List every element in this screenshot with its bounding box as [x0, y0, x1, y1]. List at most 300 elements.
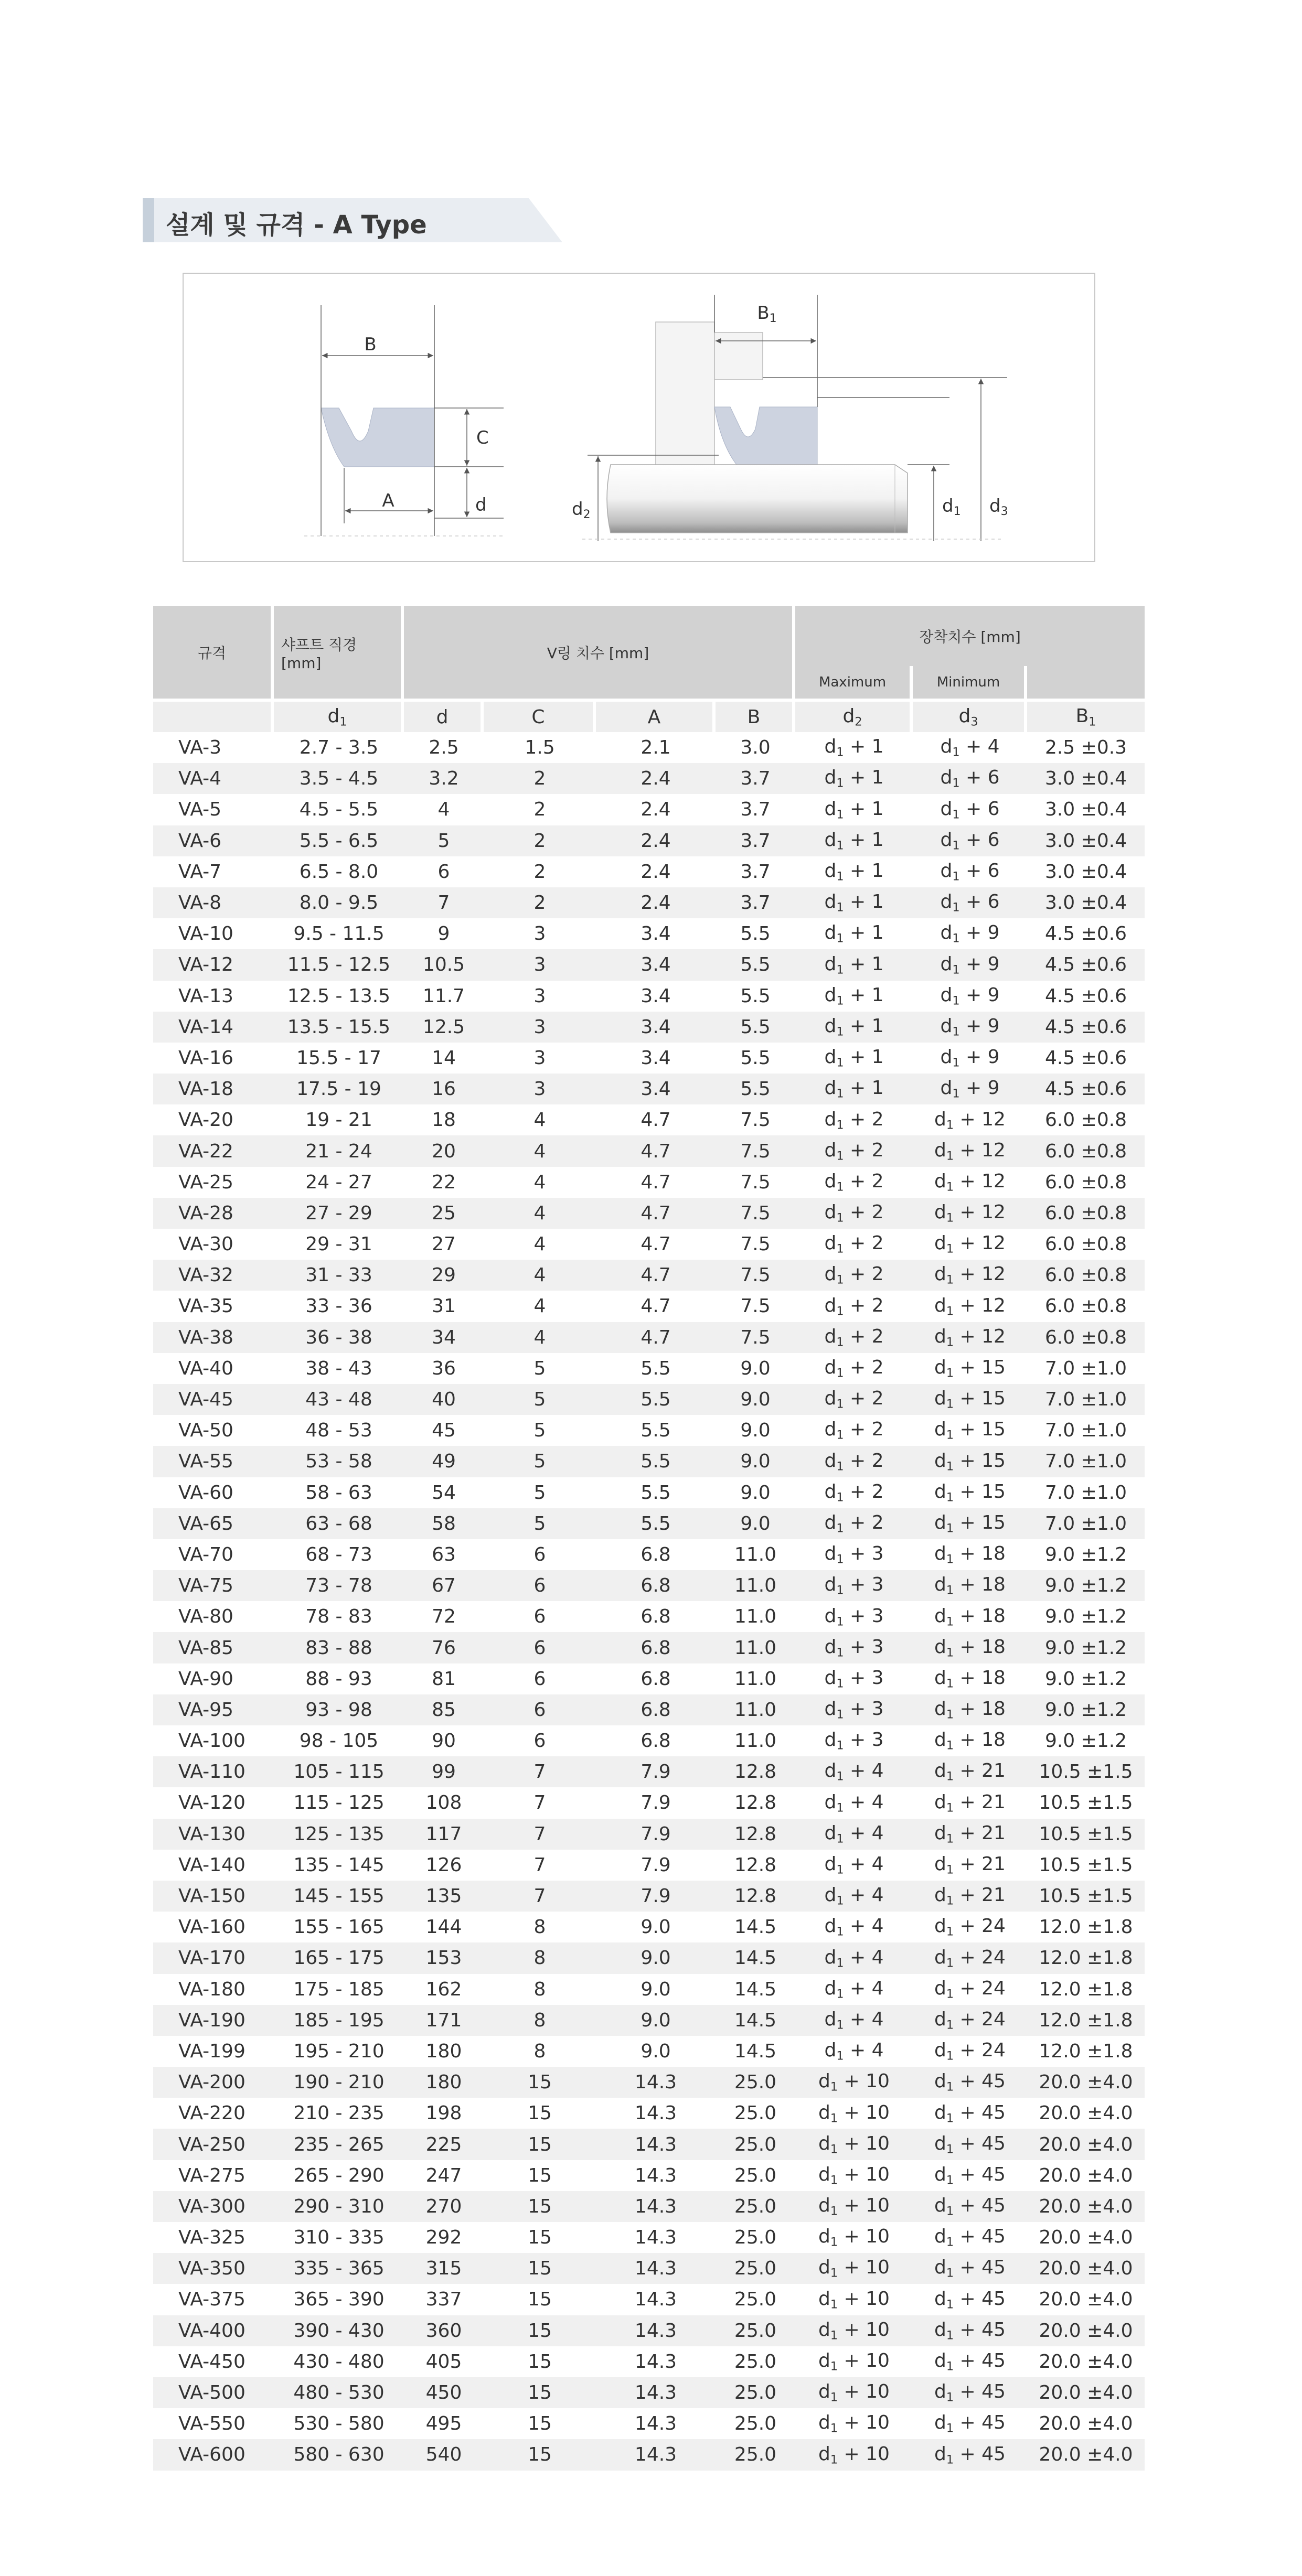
subheader-0: $d_1$	[274, 699, 404, 732]
table-cell: $d_1 + 4$	[824, 2040, 884, 2063]
table-cell: 76	[404, 1632, 484, 1663]
table-cell: 165 - 175	[274, 1942, 404, 1973]
table-cell: $d_1 + 15$	[913, 1508, 1027, 1539]
table-row	[153, 1446, 1145, 1477]
table-cell: 24 - 27	[305, 1171, 372, 1193]
table-row	[153, 1104, 1145, 1135]
table-cell: $d_1 + 2$	[824, 1232, 884, 1256]
table-cell: 14.5	[716, 2005, 795, 2036]
table-cell: VA-32	[153, 1260, 274, 1291]
table-cell: $d_1 + 9$	[913, 949, 1027, 980]
table-cell: 9.0	[596, 2005, 716, 2036]
table-cell: 3.4	[641, 1047, 671, 1069]
table-cell: 2.1	[641, 737, 671, 759]
header-code: 규격	[153, 606, 274, 699]
table-cell: $d_1 + 21$	[913, 1819, 1027, 1850]
table-cell: 495	[425, 2413, 462, 2435]
table-cell: 20.0 ±4.0	[1027, 2315, 1145, 2346]
table-row	[153, 2253, 1145, 2284]
table-cell: 3	[484, 1074, 596, 1104]
table-cell: $d_1 + 2$	[795, 1260, 913, 1291]
table-cell: 15	[484, 2253, 596, 2284]
table-cell: $d_1 + 6$	[940, 860, 1000, 884]
subheader-5: $d_2$	[795, 699, 913, 732]
table-cell: VA-300	[153, 2191, 274, 2222]
table-cell: 5.5	[740, 1047, 771, 1069]
table-cell: VA-65	[153, 1508, 274, 1539]
table-row	[153, 1756, 1145, 1787]
table-cell: $d_1 + 12$	[934, 1170, 1006, 1194]
table-cell: 190 - 210	[274, 2067, 404, 2098]
table-row	[153, 949, 1145, 980]
table-row	[153, 1322, 1145, 1353]
table-cell: 162	[425, 1978, 462, 2000]
table-cell: 4.7	[641, 1171, 671, 1193]
table-cell: VA-200	[153, 2067, 274, 2098]
table-cell: $d_1 + 10$	[795, 2129, 913, 2160]
page-title: 설계 및 규격 - A Type	[166, 210, 427, 240]
table-cell: $d_1 + 45$	[913, 2129, 1027, 2160]
table-cell: 5	[404, 825, 484, 856]
table-cell: 3.2	[404, 763, 484, 794]
table-cell: VA-220	[178, 2102, 246, 2124]
table-cell: 6.0 ±0.8	[1027, 1198, 1145, 1229]
table-row	[153, 1725, 1145, 1756]
table-cell: $d_1 + 10$	[795, 2191, 913, 2222]
table-cell: 7.9	[596, 1881, 716, 1912]
table-row	[153, 1694, 1145, 1725]
table-cell: $d_1 + 18$	[913, 1632, 1027, 1663]
header-shaft-unit: [mm]	[281, 654, 322, 672]
table-cell: 292	[425, 2227, 462, 2249]
table-cell: 11.7	[422, 985, 465, 1007]
table-cell: $d_1 + 45$	[913, 2439, 1027, 2470]
table-cell: 3.7	[716, 763, 795, 794]
table-cell: VA-7	[178, 861, 222, 883]
table-cell: 6	[533, 1606, 546, 1628]
table-cell: 25.0	[734, 2164, 777, 2186]
table-cell: 6.5 - 8.0	[299, 861, 379, 883]
table-cell: $d_1 + 10$	[795, 2315, 913, 2346]
table-cell: 33 - 36	[305, 1295, 372, 1317]
table-cell: $d_1 + 18$	[934, 1667, 1006, 1691]
table-cell: VA-13	[178, 985, 233, 1007]
table-cell: $d_1 + 6$	[913, 763, 1027, 794]
table-cell: 5.5	[740, 985, 771, 1007]
table-cell: $d_1 + 2$	[824, 1357, 884, 1380]
table-cell: 3.7	[716, 887, 795, 918]
table-cell: $d_1 + 1$	[795, 1074, 913, 1104]
table-cell: $d_1 + 6$	[913, 887, 1027, 918]
table-cell: VA-450	[178, 2350, 246, 2373]
table-cell: 6.0 ±0.8	[1044, 1171, 1127, 1193]
table-cell: 6.8	[596, 1694, 716, 1725]
table-cell: 14.3	[634, 2227, 677, 2249]
table-row	[153, 918, 1145, 949]
table-row	[153, 1881, 1145, 1912]
table-cell: VA-180	[178, 1978, 246, 2000]
table-cell: VA-100	[178, 1730, 246, 1752]
table-cell: 25.0	[716, 2129, 795, 2160]
table-cell: 15	[484, 2315, 596, 2346]
table-cell: VA-75	[153, 1570, 274, 1601]
table-cell: VA-85	[153, 1632, 274, 1663]
table-cell: 7.9	[596, 1819, 716, 1850]
table-cell: $d_1 + 1$	[795, 763, 913, 794]
table-cell: $d_1 + 12$	[913, 1135, 1027, 1166]
table-cell: $d_1 + 2$	[795, 1135, 913, 1166]
table-cell: $d_1 + 21$	[913, 1756, 1027, 1787]
label-C: C	[476, 427, 489, 448]
table-cell: VA-375	[178, 2289, 246, 2311]
table-cell: $d_1 + 10$	[795, 2253, 913, 2284]
table-cell: 126	[425, 1854, 462, 1876]
table-cell: 175 - 185	[293, 1978, 385, 2000]
table-cell: 9.0	[716, 1384, 795, 1415]
table-cell: 15	[528, 2227, 552, 2249]
label-d1: d1	[942, 496, 961, 518]
table-cell: $d_1 + 4$	[824, 1977, 884, 2001]
table-cell: 40	[404, 1384, 484, 1415]
table-cell: 12.8	[716, 1881, 795, 1912]
table-cell: 9.0	[740, 1420, 771, 1442]
table-cell: VA-60	[178, 1482, 233, 1504]
table-cell: 2	[484, 887, 596, 918]
label-B1: B1	[757, 303, 777, 325]
table-cell: 25.0	[716, 2315, 795, 2346]
table-cell: $d_1 + 4$	[795, 1942, 913, 1973]
table-cell: 15	[528, 2350, 552, 2373]
table-cell: 117	[404, 1819, 484, 1850]
table-row	[153, 2036, 1145, 2067]
table-cell: 7.5	[716, 1135, 795, 1166]
table-cell: 144	[425, 1916, 462, 1938]
table-cell: 2.4	[641, 861, 671, 883]
table-cell: 15	[528, 2289, 552, 2311]
table-cell: 10.5 ±1.5	[1039, 1792, 1133, 1814]
table-cell: 68 - 73	[305, 1543, 372, 1565]
table-cell: VA-4	[153, 763, 274, 794]
table-cell: 14.3	[634, 2164, 677, 2186]
table-cell: 20.0 ±4.0	[1039, 2102, 1133, 2124]
table-row	[153, 887, 1145, 918]
cross-section-diagram	[183, 273, 1095, 562]
table-cell: 9.0 ±1.2	[1044, 1668, 1127, 1690]
table-cell: $d_1 + 4$	[940, 736, 1000, 759]
table-cell: VA-110	[153, 1756, 274, 1787]
table-cell: 14.3	[596, 2191, 716, 2222]
table-cell: 108	[425, 1792, 462, 1814]
table-cell: 540	[404, 2439, 484, 2470]
table-cell: 83 - 88	[274, 1632, 404, 1663]
table-cell: 7.5	[716, 1260, 795, 1291]
table-cell: 4.5 ±0.6	[1044, 923, 1127, 945]
table-cell: VA-14	[153, 1012, 274, 1043]
table-cell: 99	[404, 1756, 484, 1787]
table-row	[153, 856, 1145, 887]
table-cell: VA-400	[153, 2315, 274, 2346]
table-cell: 6.8	[596, 1570, 716, 1601]
table-cell: 93 - 98	[274, 1694, 404, 1725]
table-cell: 135	[404, 1881, 484, 1912]
table-cell: 63 - 68	[274, 1508, 404, 1539]
table-cell: 5.5	[596, 1384, 716, 1415]
table-row	[153, 2160, 1145, 2191]
table-cell: 4.7	[596, 1322, 716, 1353]
table-row	[153, 763, 1145, 794]
table-cell: $d_1 + 10$	[818, 2226, 890, 2249]
table-cell: 3.7	[740, 799, 771, 821]
table-cell: $d_1 + 24$	[913, 1942, 1027, 1973]
table-cell: 10.5	[404, 949, 484, 980]
table-row	[153, 1012, 1145, 1043]
table-cell: 14.3	[596, 2253, 716, 2284]
table-cell: $d_1 + 2$	[824, 1170, 884, 1194]
table-cell: 9.0	[740, 1482, 771, 1504]
table-cell: VA-70	[178, 1543, 233, 1565]
table-cell: 247	[425, 2164, 462, 2186]
table-row	[153, 1819, 1145, 1850]
table-cell: $d_1 + 12$	[934, 1232, 1006, 1256]
vring-installed	[714, 407, 817, 465]
table-cell: $d_1 + 24$	[934, 2040, 1006, 2063]
table-cell: 16	[404, 1074, 484, 1104]
table-cell: 3.0 ±0.4	[1027, 763, 1145, 794]
table-cell: $d_1 + 12$	[934, 1294, 1006, 1318]
table-cell: $d_1 + 4$	[795, 1756, 913, 1787]
table-row	[153, 1135, 1145, 1166]
table-cell: $d_1 + 45$	[934, 2101, 1006, 2126]
table-cell: 6	[484, 1570, 596, 1601]
table-row	[153, 1229, 1145, 1260]
table-cell: 15	[484, 2067, 596, 2098]
table-cell: 4.5 ±0.6	[1044, 985, 1127, 1007]
table-cell: 4	[437, 799, 450, 821]
table-cell: $d_1 + 2$	[795, 1446, 913, 1477]
table-row	[153, 2191, 1145, 2222]
table-cell: 49	[404, 1446, 484, 1477]
table-cell: $d_1 + 2$	[824, 1480, 884, 1505]
table-cell: 4	[484, 1260, 596, 1291]
table-cell: $d_1 + 45$	[913, 2067, 1027, 2098]
table-cell: $d_1 + 3$	[824, 1605, 884, 1629]
table-cell: 25.0	[734, 2227, 777, 2249]
table-row	[153, 2067, 1145, 2098]
table-cell: 6	[533, 1730, 546, 1752]
table-cell: 7.5	[740, 1233, 771, 1255]
table-cell: 3.0 ±0.4	[1044, 799, 1127, 821]
table-row	[153, 2129, 1145, 2160]
table-cell: $d_1 + 10$	[818, 2412, 890, 2436]
table-cell: 67	[404, 1570, 484, 1601]
table-cell: 20.0 ±4.0	[1039, 2350, 1133, 2373]
diagram-svg	[184, 274, 1096, 563]
table-cell: $d_1 + 4$	[824, 1915, 884, 1939]
table-cell: 54	[432, 1482, 456, 1504]
table-cell: 11.0	[716, 1694, 795, 1725]
table-cell: 2	[533, 799, 546, 821]
table-cell: 14.3	[596, 2315, 716, 2346]
spec-table	[153, 606, 1145, 2471]
table-cell: 36 - 38	[274, 1322, 404, 1353]
table-cell: $d_1 + 18$	[934, 1543, 1006, 1566]
table-cell: VA-170	[153, 1942, 274, 1973]
table-cell: $d_1 + 4$	[795, 1881, 913, 1912]
table-cell: 6.0 ±0.8	[1044, 1233, 1127, 1255]
table-cell: $d_1 + 1$	[824, 860, 884, 884]
header-vring: V링 치수 [mm]	[404, 606, 795, 699]
table-cell: $d_1 + 1$	[795, 887, 913, 918]
table-cell: 81	[432, 1668, 456, 1690]
table-cell: $d_1 + 2$	[795, 1508, 913, 1539]
table-cell: 9.0 ±1.2	[1044, 1730, 1127, 1752]
table-cell: 53 - 58	[274, 1446, 404, 1477]
table-cell: 38 - 43	[305, 1357, 372, 1379]
table-cell: 11.0	[734, 1668, 777, 1690]
table-cell: 5	[533, 1357, 546, 1379]
table-cell: 14.5	[734, 1978, 777, 2000]
table-cell: 34	[404, 1322, 484, 1353]
table-cell: 9.0	[641, 1916, 671, 1938]
table-cell: 8.0 - 9.5	[274, 887, 404, 918]
table-cell: 25.0	[716, 2067, 795, 2098]
table-cell: 4.7	[596, 1260, 716, 1291]
table-cell: 4	[484, 1135, 596, 1166]
table-row	[153, 1539, 1145, 1570]
table-cell: 135 - 145	[293, 1854, 385, 1876]
label-B: B	[364, 334, 377, 355]
table-cell: 2.4	[596, 763, 716, 794]
table-row	[153, 2439, 1145, 2470]
table-cell: 6.8	[641, 1668, 671, 1690]
table-cell: 14.3	[596, 2439, 716, 2470]
subheader-1: d	[404, 699, 484, 732]
table-cell: $d_1 + 6$	[940, 798, 1000, 822]
table-cell: 6.8	[641, 1606, 671, 1628]
table-cell: 90	[432, 1730, 456, 1752]
table-cell: $d_1 + 45$	[934, 2288, 1006, 2312]
table-cell: 14.3	[634, 2289, 677, 2311]
table-cell: VA-500	[153, 2377, 274, 2408]
table-cell: 3	[533, 985, 546, 1007]
table-cell: 20	[404, 1135, 484, 1166]
table-cell: $d_1 + 2$	[795, 1322, 913, 1353]
table-cell: 7.5	[716, 1322, 795, 1353]
table-cell: 480 - 530	[274, 2377, 404, 2408]
table-cell: $d_1 + 10$	[795, 2439, 913, 2470]
table-cell: 3.5 - 4.5	[274, 763, 404, 794]
table-cell: 365 - 390	[293, 2289, 385, 2311]
table-cell: 12.8	[716, 1756, 795, 1787]
subheader-7: $B_1$	[1027, 699, 1145, 732]
table-row	[153, 1974, 1145, 2005]
table-cell: 2	[533, 861, 546, 883]
table-cell: 98 - 105	[299, 1730, 379, 1752]
table-cell: 43 - 48	[274, 1384, 404, 1415]
table-cell: $d_1 + 15$	[934, 1419, 1006, 1443]
table-cell: 12.5 - 13.5	[287, 985, 391, 1007]
table-cell: 3.0	[740, 737, 771, 759]
table-cell: 5.5	[716, 1074, 795, 1104]
table-cell: 2	[484, 763, 596, 794]
table-cell: $d_1 + 45$	[934, 2350, 1006, 2374]
table-cell: 73 - 78	[274, 1570, 404, 1601]
table-cell: VA-20	[178, 1109, 233, 1131]
table-cell: $d_1 + 21$	[934, 1791, 1006, 1815]
table-cell: 4.5 ±0.6	[1027, 949, 1145, 980]
table-row	[153, 1384, 1145, 1415]
table-cell: $d_1 + 1$	[824, 736, 884, 759]
table-cell: 4.7	[641, 1109, 671, 1131]
table-cell: 4.7	[596, 1135, 716, 1166]
table-cell: 5.5	[641, 1420, 671, 1442]
table-cell: 11.0	[734, 1543, 777, 1565]
table-cell: 2.5 ±0.3	[1044, 737, 1127, 759]
table-cell: 3.4	[596, 949, 716, 980]
table-cell: 11.0	[716, 1570, 795, 1601]
table-cell: VA-250	[153, 2129, 274, 2160]
table-cell: $d_1 + 3$	[824, 1729, 884, 1753]
table-cell: VA-350	[153, 2253, 274, 2284]
table-cell: 125 - 135	[274, 1819, 404, 1850]
table-cell: 225	[404, 2129, 484, 2160]
table-cell: $d_1 + 3$	[795, 1694, 913, 1725]
table-cell: 9.5 - 11.5	[293, 923, 385, 945]
table-cell: 7.0 ±1.0	[1044, 1357, 1127, 1379]
table-cell: 4.5 - 5.5	[299, 799, 379, 821]
table-cell: VA-120	[178, 1792, 246, 1814]
table-cell: VA-90	[178, 1668, 233, 1690]
label-d3: d3	[989, 496, 1008, 518]
table-cell: 9.0	[740, 1357, 771, 1379]
table-cell: 2.4	[596, 825, 716, 856]
table-cell: $d_1 + 4$	[795, 1819, 913, 1850]
table-cell: 12.8	[734, 1854, 777, 1876]
table-cell: $d_1 + 18$	[934, 1729, 1006, 1753]
table-cell: 3.4	[596, 1074, 716, 1104]
table-row	[153, 1663, 1145, 1694]
table-cell: $d_1 + 45$	[913, 2253, 1027, 2284]
table-cell: 6.8	[641, 1730, 671, 1752]
table-cell: VA-16	[178, 1047, 233, 1069]
table-cell: $d_1 + 9$	[940, 922, 1000, 946]
table-cell: 12.0 ±1.8	[1027, 2005, 1145, 2036]
table-cell: 25.0	[734, 2350, 777, 2373]
table-cell: VA-160	[178, 1916, 246, 1938]
table-cell: $d_1 + 1$	[795, 1012, 913, 1043]
table-cell: $d_1 + 2$	[824, 1294, 884, 1318]
table-row	[153, 2346, 1145, 2377]
table-cell: 8	[533, 2040, 546, 2062]
table-cell: VA-50	[178, 1420, 233, 1442]
table-cell: 430 - 480	[293, 2350, 385, 2373]
table-cell: 12.5	[404, 1012, 484, 1043]
table-cell: $d_1 + 24$	[913, 2005, 1027, 2036]
table-cell: 6.8	[641, 1543, 671, 1565]
table-cell: VA-22	[153, 1135, 274, 1166]
table-cell: 4	[533, 1295, 546, 1317]
table-cell: 9.0	[641, 2040, 671, 2062]
table-cell: $d_1 + 3$	[795, 1632, 913, 1663]
table-cell: $d_1 + 4$	[824, 1791, 884, 1815]
table-cell: 4.5 ±0.6	[1027, 1012, 1145, 1043]
table-cell: $d_1 + 10$	[818, 2288, 890, 2312]
table-cell: 5	[533, 1420, 546, 1442]
table-cell: 20.0 ±4.0	[1027, 2191, 1145, 2222]
table-cell: $d_1 + 3$	[824, 1667, 884, 1691]
table-cell: 13.5 - 15.5	[274, 1012, 404, 1043]
table-cell: VA-55	[153, 1446, 274, 1477]
